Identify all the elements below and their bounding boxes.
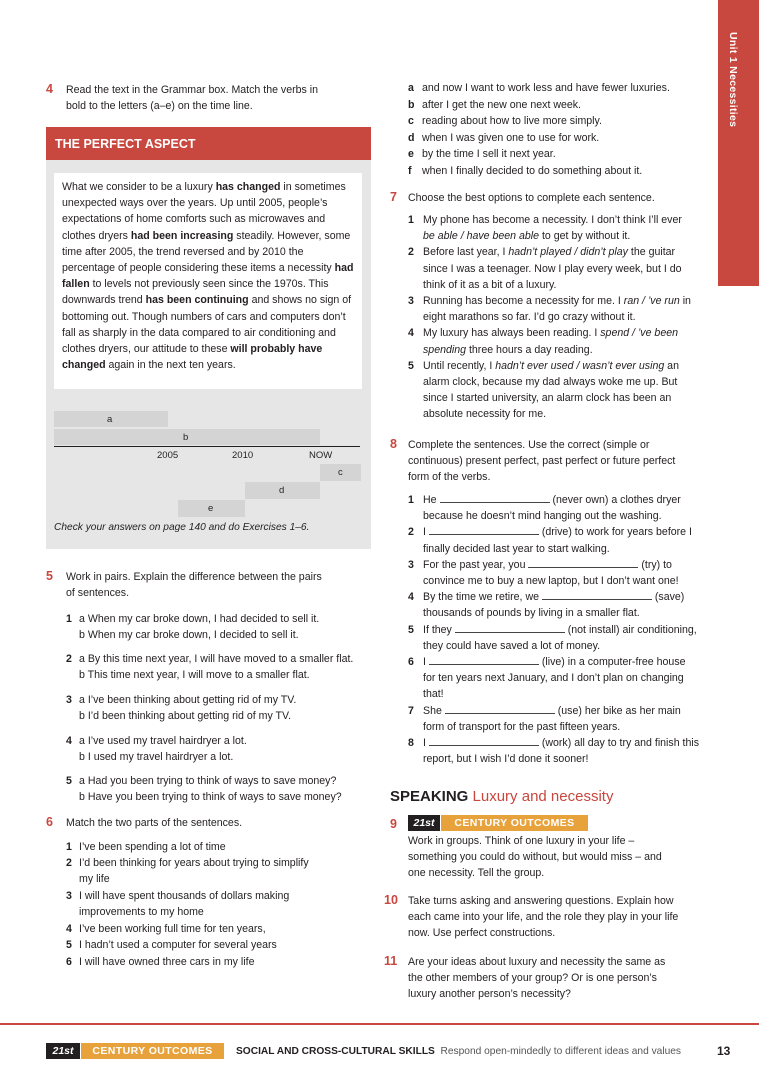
exercise-8-item-number: 5	[408, 623, 414, 636]
exercise-8-suffix: (work) all day to try and finish this	[538, 737, 700, 749]
exercise-5-item-a: a When my car broke down, I had decided to sell it.	[79, 613, 320, 625]
ending-letter: e	[408, 148, 414, 160]
exercise-8-item-number: 6	[408, 656, 414, 668]
speaking-title: Luxury and necessity	[472, 788, 614, 805]
exercise-7-item-line: since I started university, an alarm clock has been an	[423, 392, 672, 405]
answer-blank[interactable]	[528, 557, 638, 568]
exercise-5-item-number: 1	[66, 613, 72, 625]
exercise-8-prefix: I	[423, 737, 429, 749]
timeline-year-2005: 2005	[157, 450, 179, 461]
timeline-axis	[54, 446, 360, 447]
exercise-8-item-number: 1	[408, 494, 414, 506]
speaking-line: now. Use perfect constructions.	[408, 927, 556, 940]
option-choice[interactable]: ran / ’ve run	[623, 295, 680, 307]
exercise-7-number: 7	[390, 190, 397, 204]
grammar-box-title: THE PERFECT ASPECT	[55, 137, 196, 151]
exercise-6-item-text: I’d been thinking for years about trying to simplify	[79, 857, 309, 869]
exercise-4-line: bold to the letters (a–e) on the time line.	[66, 100, 253, 113]
badge-21st: 21st	[408, 815, 440, 831]
exercise-7-item-number: 1	[408, 214, 414, 226]
exercise-8-line: continuous) present perfect, past perfect or future perfect	[408, 455, 676, 468]
ending-text: after I get the new one next week.	[422, 98, 582, 111]
exercise-5-item-b: b I’d been thinking about getting rid of my TV.	[79, 710, 292, 722]
exercise-7-item-line: spending three hours a day reading.	[423, 343, 593, 356]
grammar-box-footer: Check your answers on page 140 and do Exercises 1–6.	[54, 522, 310, 533]
exercise-5-item-number: 4	[66, 735, 72, 747]
grammar-text-panel	[54, 173, 362, 389]
answer-blank[interactable]	[429, 654, 539, 665]
exercise-7-instruction: Choose the best options to complete each sentence.	[408, 192, 655, 204]
exercise-7-item-line: Before last year, I hadn’t played / didn’t play the guitar	[423, 246, 676, 259]
exercise-11-number: 11	[384, 954, 398, 968]
exercise-8-item-line	[423, 492, 681, 508]
exercise-5-item-number: 2	[66, 653, 72, 665]
exercise-5-item-b: b Have you been trying to think of ways to save money?	[79, 791, 342, 803]
speaking-line: one necessity. Tell the group.	[408, 867, 545, 880]
exercise-8-suffix: (live) in a computer-free house	[538, 656, 686, 668]
footer-skills	[236, 1046, 681, 1057]
option-choice[interactable]: be able / have been able	[423, 230, 540, 243]
option-choice[interactable]: hadn’t ever used / wasn’t ever using	[495, 359, 665, 372]
exercise-6-instruction: Match the two parts of the sentences.	[66, 817, 243, 829]
ending-letter: c	[408, 115, 414, 127]
exercise-8-suffix: (not install) air conditioning,	[564, 623, 697, 636]
exercise-8-prefix: By the time we retire, we	[423, 591, 542, 604]
timeline-label-b: b	[183, 432, 189, 443]
grammar-bold-verb: has changed	[215, 181, 281, 193]
exercise-8-item-line	[423, 735, 699, 751]
exercise-5-item-b: b When my car broke down, I decided to sell it.	[79, 629, 299, 641]
exercise-9-text	[408, 833, 718, 882]
exercise-8-suffix: (drive) to work for years before I	[538, 526, 692, 539]
exercise-8-suffix: (never own) a clothes dryer	[549, 494, 681, 506]
unit-tab-label: Unit 1 Necessities	[727, 32, 739, 128]
ending-text: when I finally decided to do something about it.	[422, 164, 643, 177]
exercise-7-item-line: think of it as a bit of a luxury.	[423, 278, 557, 291]
speaking-line: Are your ideas about luxury and necessity the same as	[408, 956, 666, 968]
exercise-8-item-line: thousands of pounds by living in a smaller flat.	[423, 607, 640, 620]
exercise-5-item-a: a By this time next year, I will have moved to a smaller flat.	[79, 653, 354, 665]
exercise-4-number: 4	[46, 82, 53, 96]
ending-letter: b	[408, 98, 415, 111]
exercise-8-item-line: convince me to buy a new laptop, but I don’t want one!	[423, 575, 679, 587]
exercise-8-prefix: I	[423, 526, 429, 539]
answer-blank[interactable]	[445, 703, 555, 714]
exercise-8-prefix: For the past year, you	[423, 558, 529, 571]
exercise-9-number: 9	[390, 817, 397, 831]
ending-letter: a	[408, 82, 414, 94]
speaking-line: something you could do without, but would miss – and	[408, 851, 662, 864]
exercise-8-item-number: 2	[408, 526, 414, 539]
option-choice[interactable]: hadn’t played / didn’t play	[508, 246, 628, 259]
exercise-8-number: 8	[390, 437, 397, 451]
exercise-8-item-line: that!	[423, 688, 444, 701]
exercise-8-item-number: 3	[408, 558, 414, 571]
exercise-8-item-line: they could have saved a lot of money.	[423, 639, 601, 652]
exercise-7-item-line: eight marathons so far. I’d go crazy without it.	[423, 311, 636, 324]
exercise-8-item-line	[423, 622, 697, 638]
exercise-8-item-line	[423, 589, 684, 605]
exercise-7-item-line: since I was a teenager. Now I play every week, but I do	[423, 262, 682, 275]
exercise-8-item-number: 4	[408, 591, 414, 604]
footer-skills-desc: Respond open-mindedly to different ideas and values	[440, 1046, 682, 1057]
exercise-11-text	[408, 954, 718, 1003]
exercise-6-item-number: 6	[66, 956, 72, 968]
option-choice[interactable]: spending	[423, 343, 467, 356]
exercise-6-item-number: 2	[66, 857, 72, 869]
exercise-8-prefix: He	[423, 494, 440, 506]
exercise-8-suffix: (use) her bike as her main	[554, 704, 681, 717]
exercise-6-item-number: 3	[66, 890, 72, 902]
exercise-8-item-line: for ten years next January, and I don’t plan on changing	[423, 672, 684, 685]
exercise-4-line: Read the text in the Grammar box. Match the verbs in	[66, 84, 319, 96]
timeline-label-d: d	[279, 485, 285, 496]
exercise-5-item-a: a Had you been trying to think of ways to save money?	[79, 775, 337, 787]
exercise-8-instruction	[408, 437, 718, 486]
timeline-year-2010: 2010	[232, 450, 254, 461]
ending-text: reading about how to live more simply.	[422, 115, 602, 127]
ending-text: by the time I sell it next year.	[422, 148, 556, 160]
exercise-8-item-line	[423, 654, 686, 670]
exercise-6-item-text: I’ve been working full time for ten years,	[79, 923, 266, 935]
exercise-7-item-line: alarm clock, because my dad always woke me up. But	[423, 376, 678, 388]
ending-letter: f	[408, 164, 412, 177]
exercise-4-instruction	[66, 82, 366, 114]
answer-blank[interactable]	[440, 492, 550, 503]
exercise-6-item-number: 1	[66, 841, 72, 853]
exercise-6-item-text: improvements to my home	[79, 906, 204, 918]
exercise-7-item-line: be able / have been able to get by without it.	[423, 230, 631, 243]
speaking-line: Work in groups. Think of one luxury in your life –	[408, 835, 635, 847]
exercise-8-item-line: finally decided last year to start walking.	[423, 542, 610, 555]
exercise-10-number: 10	[384, 893, 398, 907]
timeline-label-e: e	[208, 503, 214, 514]
ending-text: when I was given one to use for work.	[422, 131, 600, 144]
exercise-7-item-number: 4	[408, 327, 414, 340]
exercise-8-item-line	[423, 524, 692, 540]
speaking-heading	[390, 788, 613, 805]
exercise-7-item-number: 3	[408, 295, 414, 307]
grammar-bold-verb: had been increasing	[130, 229, 234, 242]
exercise-5-line: Work in pairs. Explain the difference between the pairs	[66, 571, 322, 583]
exercise-6-item-text: I will have owned three cars in my life	[79, 956, 255, 968]
grammar-text: What we consider to be a luxury has changed in sometimes unexpected ways over the years. Up until 2005, people’s expectations of home comforts such as microwaves and clothes dryers had been increasing steadily. However, some time after 2005, the trend reversed and by 2010 the percentage of people considering these items a necessity had fallen to levels not previously seen since the 1970s. This downwards trend has been continuing and shows no sign of bottoming out. Though numbers of cars and computers don’t fall as sharply in the data compared to air conditioning and clothes dryers, our attitude to these will probably have changed again in the next ten years.	[62, 181, 354, 372]
exercise-5-item-a: a I’ve been thinking about getting rid of my TV.	[79, 694, 297, 706]
exercise-8-item-line	[423, 703, 681, 719]
footer-badge-21st: 21st	[46, 1043, 80, 1059]
exercise-8-item-line: report, but I wish I’d done it sooner!	[423, 753, 589, 766]
century-outcomes-badge	[408, 815, 588, 831]
timeline-now: NOW	[309, 450, 333, 461]
speaking-line: Take turns asking and answering questions. Explain how	[408, 895, 674, 907]
exercise-7-item-line: My phone has become a necessity. I don’t think I’ll ever	[423, 214, 682, 226]
exercise-7-item-line: Until recently, I hadn’t ever used / wasn’t ever using an	[423, 359, 679, 372]
answer-blank[interactable]	[455, 622, 565, 633]
exercise-6-number: 6	[46, 815, 53, 829]
grammar-bold-verb: had fallen	[62, 262, 354, 291]
exercise-8-item-line: because he doesn’t mind hanging out the washing.	[423, 510, 662, 523]
footer-badge-outcomes: CENTURY OUTCOMES	[81, 1043, 224, 1059]
exercise-5-item-a: a I’ve used my travel hairdryer a lot.	[79, 735, 247, 747]
exercise-8-suffix: (save)	[651, 591, 685, 604]
exercise-8-suffix: (try) to	[638, 558, 672, 571]
exercise-6-item-text: I hadn’t used a computer for several years	[79, 939, 277, 951]
exercise-6-item-text: I will have spent thousands of dollars making	[79, 890, 290, 902]
grammar-bold-verb: has been continuing	[145, 294, 249, 307]
exercise-5-line: of sentences.	[66, 587, 130, 600]
exercise-5-item-number: 3	[66, 694, 72, 706]
exercise-6-item-text: I’ve been spending a lot of time	[79, 841, 226, 853]
badge-outcomes: CENTURY OUTCOMES	[441, 815, 588, 831]
exercise-7-item-number: 2	[408, 246, 414, 259]
exercise-8-prefix: She	[423, 704, 445, 717]
unit-tab	[718, 0, 759, 286]
exercise-6-item-number: 5	[66, 939, 72, 951]
exercise-7-item-line: My luxury has always been reading. I spend / ’ve been	[423, 327, 678, 340]
exercise-8-item-number: 8	[408, 737, 414, 749]
exercise-10-text	[408, 893, 718, 942]
answer-blank[interactable]	[429, 735, 539, 746]
exercise-5-item-b: b I used my travel hairdryer a lot.	[79, 751, 234, 763]
exercise-8-item-line: form of transport for the past fifteen years.	[423, 720, 621, 733]
footer-skills-title: SOCIAL AND CROSS-CULTURAL SKILLS	[236, 1046, 435, 1057]
exercise-8-line: form of the verbs.	[408, 471, 491, 484]
page-number: 13	[717, 1044, 731, 1058]
exercise-7-item-line: absolute necessity for me.	[423, 408, 547, 421]
speaking-line: each came into your life, and the role they play in your life	[408, 911, 679, 924]
footer-rule	[0, 1023, 759, 1025]
exercise-8-prefix: If they	[423, 623, 455, 636]
exercise-7-item-number: 5	[408, 359, 414, 372]
exercise-5-item-number: 5	[66, 775, 72, 787]
exercise-8-item-line	[423, 557, 672, 573]
timeline-label-a: a	[107, 414, 113, 425]
timeline-label-c: c	[338, 467, 343, 478]
grammar-box-header	[46, 127, 371, 160]
grammar-bold-verb: will probably have changed	[62, 343, 323, 372]
speaking-line: luxury another person’s necessity?	[408, 988, 571, 1001]
footer-badge	[46, 1043, 224, 1059]
exercise-6-item-number: 4	[66, 923, 72, 935]
ending-text: and now I want to work less and have fewer luxuries.	[422, 82, 670, 94]
option-choice[interactable]: spend / ’ve been	[600, 327, 678, 340]
exercise-5-item-b: b This time next year, I will move to a smaller flat.	[79, 669, 310, 681]
exercise-8-prefix: I	[423, 656, 429, 668]
speaking-line: the other members of your group? Or is one person’s	[408, 972, 657, 985]
exercise-8-item-number: 7	[408, 704, 414, 717]
exercise-7-item-line: Running has become a necessity for me. I ran / ’ve run in	[423, 295, 691, 307]
ending-letter: d	[408, 131, 415, 144]
exercise-5-instruction	[66, 569, 366, 601]
exercise-5-number: 5	[46, 569, 53, 583]
exercise-8-line: Complete the sentences. Use the correct (simple or	[408, 439, 650, 451]
answer-blank[interactable]	[429, 524, 539, 535]
answer-blank[interactable]	[542, 589, 652, 600]
exercise-6-item-text: my life	[79, 873, 110, 885]
speaking-label: SPEAKING	[390, 788, 469, 805]
